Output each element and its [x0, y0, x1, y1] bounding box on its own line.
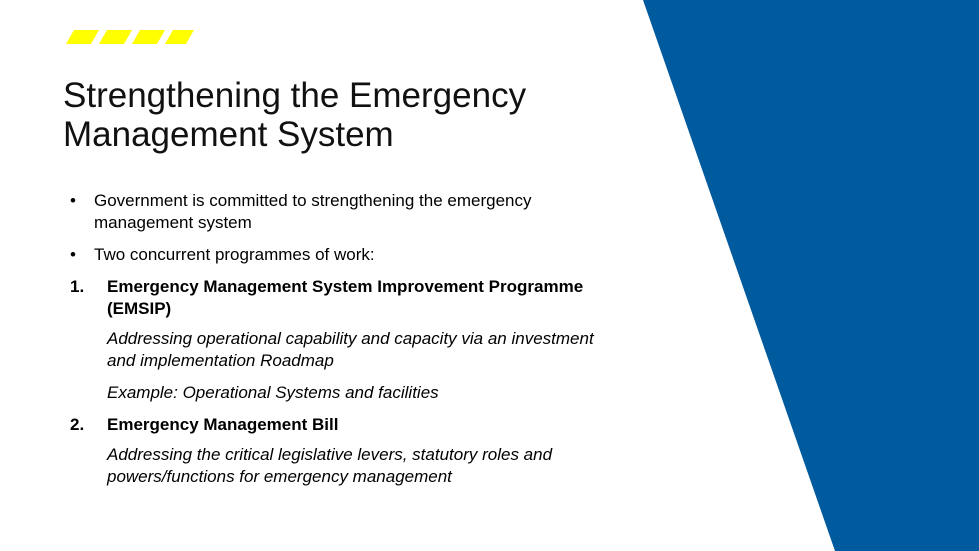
- programme-2-detail-1: [66, 444, 656, 488]
- slide-title: [63, 76, 623, 154]
- bullet-item-2: [66, 244, 656, 266]
- bullet-item-1: [66, 190, 656, 234]
- slide-title-line-1: Strengthening the Emergency: [63, 76, 527, 115]
- slide-body: [66, 190, 656, 498]
- detail-line-2: powers/functions for emergency management: [107, 467, 452, 486]
- blue-panel: [643, 0, 979, 551]
- bullet-text-line-1: Government is committed to strengthening the emergency: [94, 191, 532, 210]
- programme-heading-line-1: Emergency Management System Improvement Programme: [107, 277, 584, 296]
- stripe-2: [99, 30, 132, 44]
- programme-1-detail-1: [66, 328, 656, 372]
- programme-heading-line-2: (EMSIP): [107, 299, 172, 318]
- programme-heading-line-1: Emergency Management Bill: [107, 415, 339, 434]
- programme-item-2: [66, 414, 656, 436]
- detail-line-2: and implementation Roadmap: [107, 351, 334, 370]
- bullet-text-line-1: Two concurrent programmes of work:: [94, 245, 375, 264]
- stripe-3: [132, 30, 165, 44]
- programme-1-detail-2: [66, 382, 656, 404]
- yellow-stripes-decoration: [66, 30, 196, 44]
- stripe-4: [165, 30, 194, 44]
- programme-number: 2.: [70, 415, 85, 434]
- stripe-1: [66, 30, 99, 44]
- detail-line-1: Addressing the critical legislative levers, statutory roles and: [107, 445, 553, 464]
- bullet-dot: •: [70, 191, 76, 210]
- bullet-dot: •: [70, 245, 76, 264]
- detail-line-1: Example: Operational Systems and facilities: [107, 383, 439, 402]
- bullet-text-line-2: management system: [94, 213, 252, 232]
- slide-title-line-2: Management System: [63, 115, 394, 154]
- programme-item-1: [66, 276, 656, 320]
- detail-line-1: Addressing operational capability and capacity via an investment: [107, 329, 594, 348]
- programme-number: 1.: [70, 277, 85, 296]
